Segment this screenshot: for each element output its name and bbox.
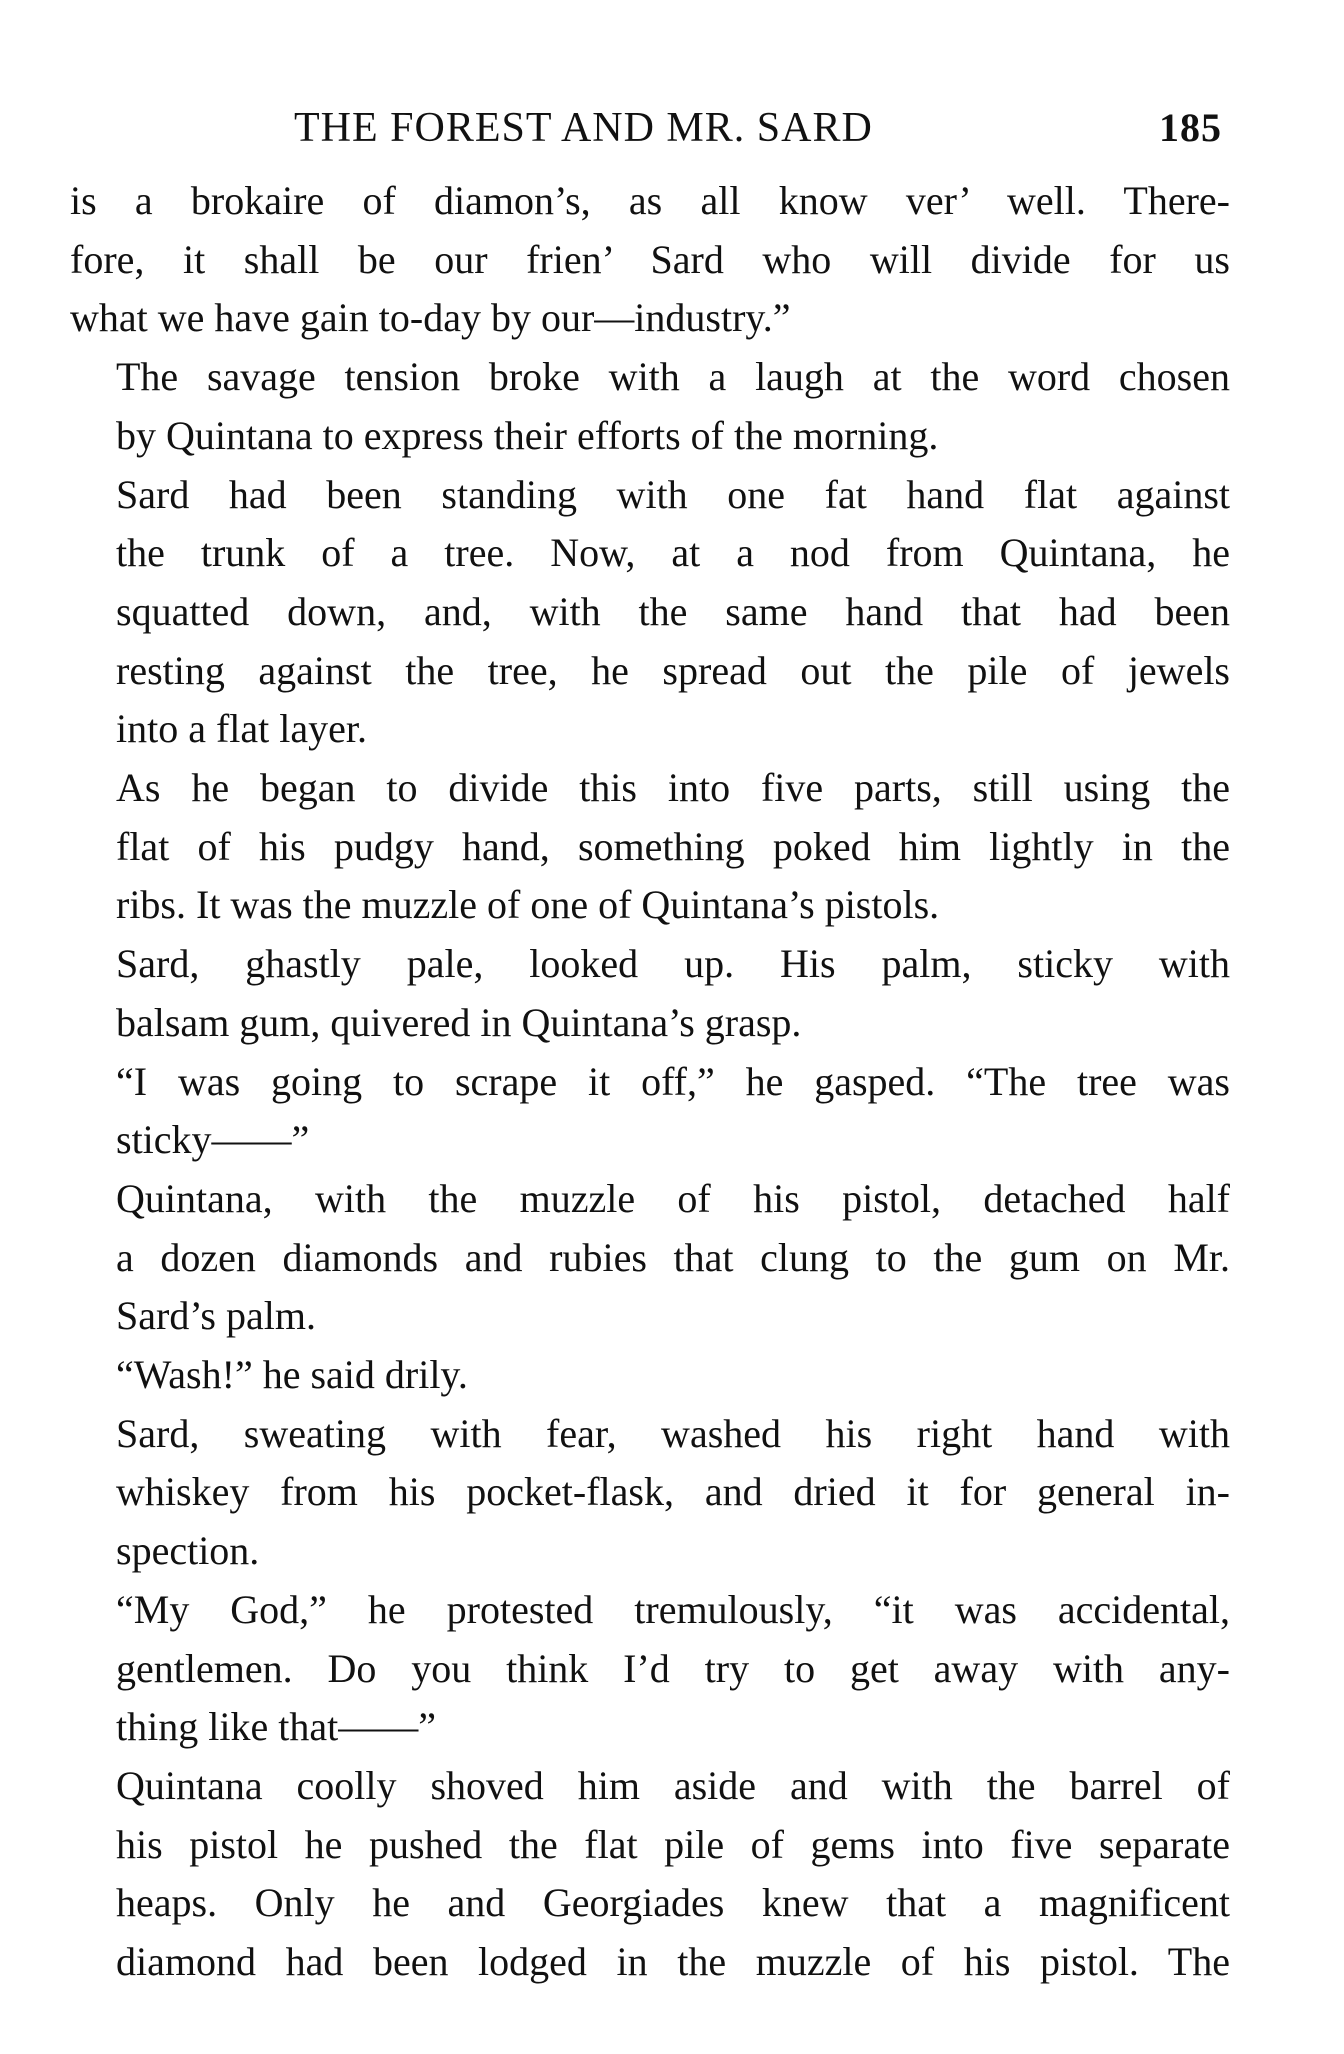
body-text xyxy=(70,172,1230,1992)
text-line: heaps. Only he and Georgiades knew that a magnificent xyxy=(116,1880,1230,1926)
paragraph xyxy=(70,348,1230,465)
text-line: resting against the tree, he spread out the pile of jewels xyxy=(116,647,1230,693)
text-line: Quintana, with the muzzle of his pistol, detached half xyxy=(116,1175,1230,1221)
text-line: As he began to divide this into five parts, still using the xyxy=(116,765,1230,811)
text-line: thing like that——” xyxy=(116,1704,436,1750)
text-line: into a flat layer. xyxy=(116,706,368,752)
book-page xyxy=(70,96,1230,1992)
paragraph xyxy=(70,1581,1230,1757)
text-line: “My God,” he protested tremulously, “it was accidental, xyxy=(116,1586,1230,1632)
text-line: fore, it shall be our frien’ Sard who will divide for us xyxy=(70,236,1230,282)
text-line: Sard, ghastly pale, looked up. His palm, sticky with xyxy=(116,941,1230,987)
text-line: Quintana coolly shoved him aside and with the barrel of xyxy=(116,1762,1230,1808)
text-line: balsam gum, quivered in Quintana’s grasp. xyxy=(116,999,802,1045)
text-line: spection. xyxy=(116,1528,260,1574)
paragraph xyxy=(70,1757,1230,1992)
text-line: what we have gain to-day by our—industry.” xyxy=(70,295,791,341)
text-line: ribs. It was the muzzle of one of Quintana’s pistols. xyxy=(116,882,940,928)
text-line: gentlemen. Do you think I’d try to get away with any- xyxy=(116,1645,1230,1691)
paragraph xyxy=(70,1346,1230,1405)
text-line: diamond had been lodged in the muzzle of his pistol. The xyxy=(116,1939,1230,1985)
paragraph xyxy=(70,1053,1230,1170)
paragraph xyxy=(70,935,1230,1052)
text-line: Sard had been standing with one fat hand flat against xyxy=(116,471,1230,517)
paragraph xyxy=(70,172,1230,348)
text-line: is a brokaire of diamon’s, as all know ver’ well. There- xyxy=(70,178,1230,223)
text-line: “Wash!” he said drily. xyxy=(116,1352,468,1398)
paragraph xyxy=(70,1405,1230,1581)
text-line: “I was going to scrape it off,” he gasped. “The tree was xyxy=(116,1058,1230,1104)
text-line: flat of his pudgy hand, something poked him lightly in the xyxy=(116,823,1230,869)
running-head xyxy=(70,96,1230,168)
text-line: Sard, sweating with fear, washed his right hand with xyxy=(116,1410,1230,1456)
text-line: The savage tension broke with a laugh at the word chosen xyxy=(116,354,1230,400)
text-line: a dozen diamonds and rubies that clung to the gum on Mr. xyxy=(116,1234,1230,1280)
paragraph xyxy=(70,1170,1230,1346)
paragraph xyxy=(70,466,1230,760)
text-line: his pistol he pushed the flat pile of gems into five separate xyxy=(116,1821,1230,1867)
page-number: 185 xyxy=(1159,105,1222,150)
text-line: sticky——” xyxy=(116,1117,310,1163)
paragraph xyxy=(70,759,1230,935)
chapter-title: THE FOREST AND MR. SARD xyxy=(294,105,873,151)
text-line: Sard’s palm. xyxy=(116,1293,316,1339)
text-line: by Quintana to express their efforts of the morning. xyxy=(116,412,939,458)
text-line: squatted down, and, with the same hand that had been xyxy=(116,588,1230,634)
text-line: the trunk of a tree. Now, at a nod from Quintana, he xyxy=(116,530,1230,576)
text-line: whiskey from his pocket-flask, and dried it for general in- xyxy=(116,1469,1230,1515)
